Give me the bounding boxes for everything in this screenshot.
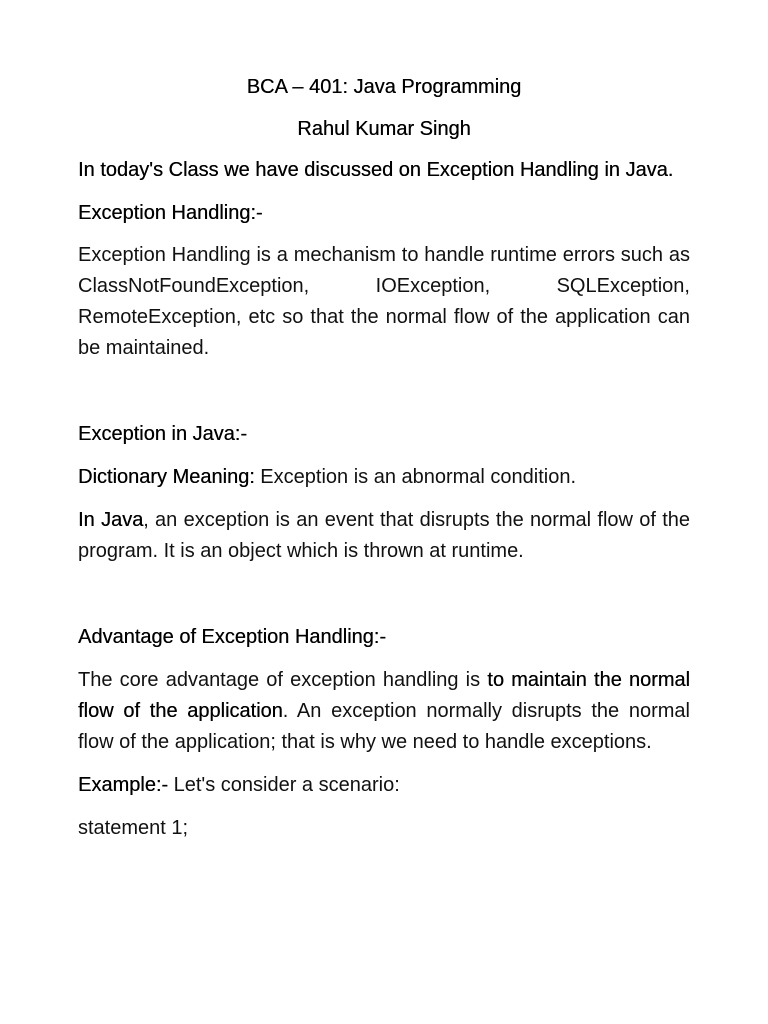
advantage-text-end: . An exception normally disrupts the normal flow of the application; that is why we need to handle exceptions. bbox=[78, 700, 691, 753]
example-paragraph bbox=[78, 770, 690, 801]
section-heading-advantage: Advantage of Exception Handling:- bbox=[78, 626, 386, 648]
statement-line: statement 1; bbox=[78, 817, 189, 839]
intro-paragraph: In today's Class we have discussed on Exception Handling in Java. bbox=[78, 159, 674, 181]
in-java-paragraph bbox=[78, 505, 690, 567]
dictionary-meaning-label: Dictionary Meaning: bbox=[78, 466, 255, 488]
exception-handling-paragraph: Exception Handling is a mechanism to handle runtime errors such as ClassNotFoundException, IOException, SQLException, RemoteException, etc so that the normal flow of the application can be maintained. bbox=[78, 244, 690, 359]
advantage-bold-phrase: to maintain the normal flow of the application bbox=[78, 669, 690, 722]
advantage-text-start: The core advantage of exception handling is bbox=[78, 669, 488, 691]
advantage-paragraph bbox=[78, 665, 690, 758]
section-heading-exception-in-java: Exception in Java:- bbox=[78, 423, 247, 445]
example-text: Let's consider a scenario: bbox=[168, 774, 400, 796]
dictionary-meaning-paragraph bbox=[78, 462, 690, 493]
author-name: Rahul Kumar Singh bbox=[297, 118, 471, 140]
dictionary-meaning-text: Exception is an abnormal condition. bbox=[254, 466, 577, 488]
in-java-text: , an exception is an event that disrupts the normal flow of the program. It is an object which is thrown at runtime. bbox=[78, 509, 691, 562]
course-title: BCA – 401: Java Programming bbox=[246, 76, 522, 98]
example-label: Example:- bbox=[78, 774, 169, 796]
section-heading-exception-handling: Exception Handling:- bbox=[78, 202, 263, 224]
in-java-label: In Java bbox=[78, 509, 144, 531]
